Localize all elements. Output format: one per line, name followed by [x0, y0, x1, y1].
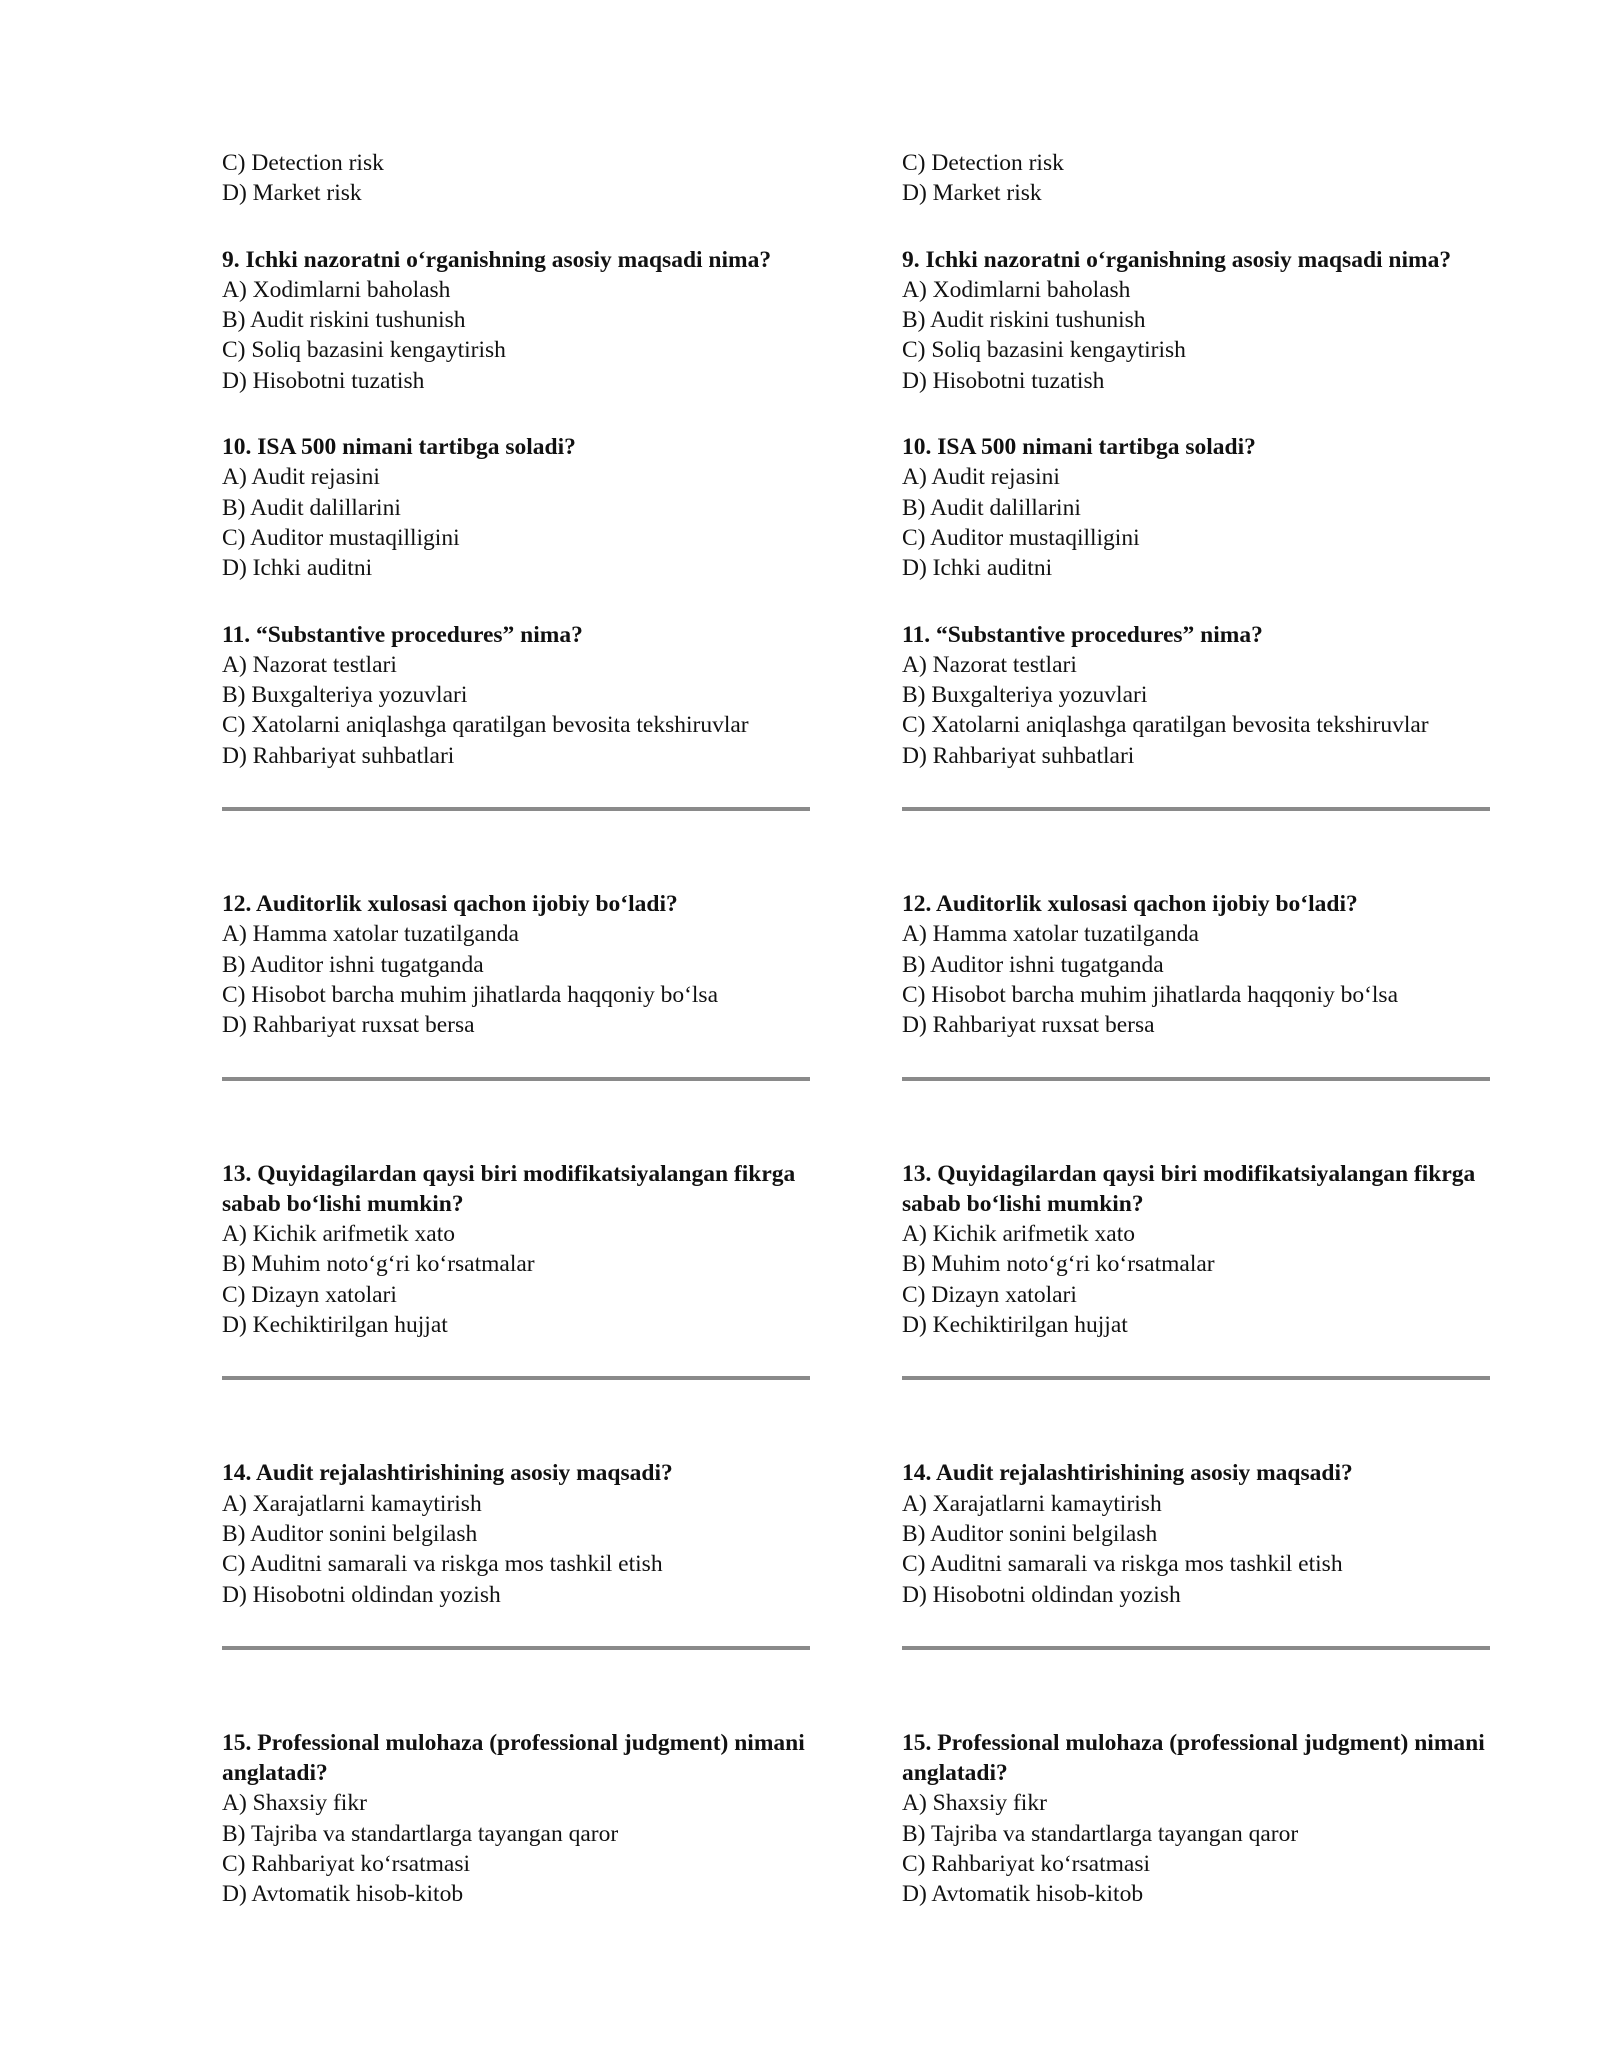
separator-line — [222, 1376, 810, 1380]
separator-line — [222, 1077, 810, 1081]
answer-option: B) Muhim noto‘g‘ri ko‘rsatmalar — [902, 1251, 1215, 1278]
spacer — [902, 584, 1502, 620]
spacer — [222, 396, 822, 432]
question-block — [222, 1458, 822, 1609]
answer-option: A) Xodimlarni baholash — [902, 276, 1131, 303]
answer-option: B) Auditor sonini belgilash — [902, 1520, 1158, 1547]
answer-option: B) Buxgalteriya yozuvlari — [902, 682, 1148, 709]
answer-option: A) Kichik arifmetik xato — [902, 1221, 1135, 1248]
answer-option: A) Audit rejasini — [902, 464, 1060, 491]
answer-option: B) Audit riskini tushunish — [222, 307, 466, 334]
answer-option: A) Shaxsiy fikr — [222, 1790, 367, 1817]
spacer — [902, 396, 1502, 432]
answer-option: C) Soliq bazasini kengaytirish — [222, 337, 506, 364]
question-text: 15. Professional mulohaza (professional judgment) nimani anglatadi? — [902, 1729, 1485, 1787]
answer-option: B) Auditor ishni tugatganda — [222, 951, 484, 978]
answer-option: D) Rahbariyat ruxsat bersa — [902, 1012, 1155, 1039]
question-block — [902, 1728, 1502, 1910]
spacer — [222, 209, 822, 245]
question-text: 11. “Substantive procedures” nima? — [902, 621, 1263, 648]
answer-option: C) Auditni samarali va riskga mos tashkil etish — [222, 1551, 663, 1578]
answer-option: B) Auditor sonini belgilash — [222, 1520, 478, 1547]
answer-option: A) Nazorat testlari — [222, 651, 397, 678]
answer-option: B) Tajriba va standartlarga tayangan qaror — [222, 1820, 619, 1847]
answer-option: B) Muhim noto‘g‘ri ko‘rsatmalar — [222, 1251, 535, 1278]
answer-option: D) Rahbariyat suhbatlari — [222, 742, 455, 769]
answer-option: C) Xatolarni aniqlashga qaratilgan bevosita tekshiruvlar — [902, 712, 1429, 739]
question-block — [902, 889, 1502, 1040]
answer-option: B) Auditor ishni tugatganda — [902, 951, 1164, 978]
question-block — [902, 432, 1502, 583]
question-text: 10. ISA 500 nimani tartibga soladi? — [902, 434, 1256, 461]
answer-option: D) Hisobotni tuzatish — [902, 367, 1105, 394]
answer-option: C) Dizayn xatolari — [222, 1281, 397, 1308]
question-fragment — [902, 148, 1502, 209]
answer-option: D) Market risk — [222, 180, 362, 207]
answer-option: C) Auditor mustaqilligini — [902, 524, 1140, 551]
answer-option: B) Buxgalteriya yozuvlari — [222, 682, 468, 709]
answer-option: A) Nazorat testlari — [902, 651, 1077, 678]
answer-option: A) Xarajatlarni kamaytirish — [222, 1490, 482, 1517]
question-block — [222, 1159, 822, 1341]
question-text: 14. Audit rejalashtirishining asosiy maqsadi? — [902, 1460, 1353, 1487]
separator-line — [902, 807, 1490, 811]
answer-option: D) Rahbariyat suhbatlari — [902, 742, 1135, 769]
answer-option: C) Hisobot barcha muhim jihatlarda haqqoniy bo‘lsa — [902, 981, 1399, 1008]
answer-option: C) Rahbariyat ko‘rsatmasi — [222, 1850, 470, 1877]
question-text: 14. Audit rejalashtirishining asosiy maqsadi? — [222, 1460, 673, 1487]
answer-option: D) Ichki auditni — [902, 555, 1053, 582]
answer-option: D) Kechiktirilgan hujjat — [222, 1312, 448, 1339]
question-text: 10. ISA 500 nimani tartibga soladi? — [222, 434, 576, 461]
answer-option: D) Avtomatik hisob-kitob — [902, 1881, 1144, 1908]
answer-option: A) Xarajatlarni kamaytirish — [902, 1490, 1162, 1517]
answer-option: D) Market risk — [902, 180, 1042, 207]
answer-option: C) Auditni samarali va riskga mos tashkil etish — [902, 1551, 1343, 1578]
answer-option: B) Audit riskini tushunish — [902, 307, 1146, 334]
answer-option: D) Hisobotni oldindan yozish — [902, 1581, 1181, 1608]
answer-option: A) Hamma xatolar tuzatilganda — [902, 921, 1199, 948]
right-column — [902, 148, 1502, 1910]
answer-option: C) Soliq bazasini kengaytirish — [902, 337, 1186, 364]
question-text: 9. Ichki nazoratni o‘rganishning asosiy maqsadi nima? — [222, 246, 772, 273]
question-block — [222, 889, 822, 1040]
question-text: 13. Quyidagilardan qaysi biri modifikatsiyalangan fikrga sabab bo‘lishi mumkin? — [222, 1160, 796, 1217]
question-block — [222, 432, 822, 583]
answer-option: C) Auditor mustaqilligini — [222, 524, 460, 551]
left-column — [222, 148, 822, 1910]
question-block — [222, 245, 822, 396]
answer-option: C) Dizayn xatolari — [902, 1281, 1077, 1308]
question-text: 12. Auditorlik xulosasi qachon ijobiy bo‘ladi? — [222, 891, 678, 918]
question-block — [902, 245, 1502, 396]
answer-option: D) Hisobotni tuzatish — [222, 367, 425, 394]
answer-option: C) Hisobot barcha muhim jihatlarda haqqoniy bo‘lsa — [222, 981, 719, 1008]
separator-line — [222, 1646, 810, 1650]
answer-option: C) Rahbariyat ko‘rsatmasi — [902, 1850, 1150, 1877]
answer-option: B) Audit dalillarini — [222, 494, 401, 521]
answer-option: B) Tajriba va standartlarga tayangan qaror — [902, 1820, 1299, 1847]
separator-line — [902, 1646, 1490, 1650]
answer-option: C) Xatolarni aniqlashga qaratilgan bevosita tekshiruvlar — [222, 712, 749, 739]
question-block — [902, 1159, 1502, 1341]
spacer — [222, 584, 822, 620]
question-text: 11. “Substantive procedures” nima? — [222, 621, 583, 648]
separator-line — [902, 1077, 1490, 1081]
answer-option: A) Xodimlarni baholash — [222, 276, 451, 303]
answer-option: A) Audit rejasini — [222, 464, 380, 491]
answer-option: D) Hisobotni oldindan yozish — [222, 1581, 501, 1608]
answer-option: D) Avtomatik hisob-kitob — [222, 1881, 464, 1908]
question-block — [902, 620, 1502, 771]
separator-line — [222, 807, 810, 811]
answer-option: C) Detection risk — [222, 150, 384, 176]
question-block — [222, 620, 822, 771]
question-fragment — [222, 148, 822, 209]
answer-option: D) Ichki auditni — [222, 555, 373, 582]
answer-option: A) Hamma xatolar tuzatilganda — [222, 921, 519, 948]
answer-option: D) Rahbariyat ruxsat bersa — [222, 1012, 475, 1039]
separator-line — [902, 1376, 1490, 1380]
question-text: 12. Auditorlik xulosasi qachon ijobiy bo‘ladi? — [902, 891, 1358, 918]
question-block — [222, 1728, 822, 1910]
answer-option: A) Shaxsiy fikr — [902, 1790, 1047, 1817]
answer-option: C) Detection risk — [902, 150, 1064, 176]
answer-option: D) Kechiktirilgan hujjat — [902, 1312, 1128, 1339]
answer-option: A) Kichik arifmetik xato — [222, 1221, 455, 1248]
spacer — [902, 209, 1502, 245]
question-text: 9. Ichki nazoratni o‘rganishning asosiy maqsadi nima? — [902, 246, 1452, 273]
question-text: 13. Quyidagilardan qaysi biri modifikatsiyalangan fikrga sabab bo‘lishi mumkin? — [902, 1160, 1476, 1217]
question-block — [902, 1458, 1502, 1609]
answer-option: B) Audit dalillarini — [902, 494, 1081, 521]
question-text: 15. Professional mulohaza (professional judgment) nimani anglatadi? — [222, 1729, 805, 1787]
